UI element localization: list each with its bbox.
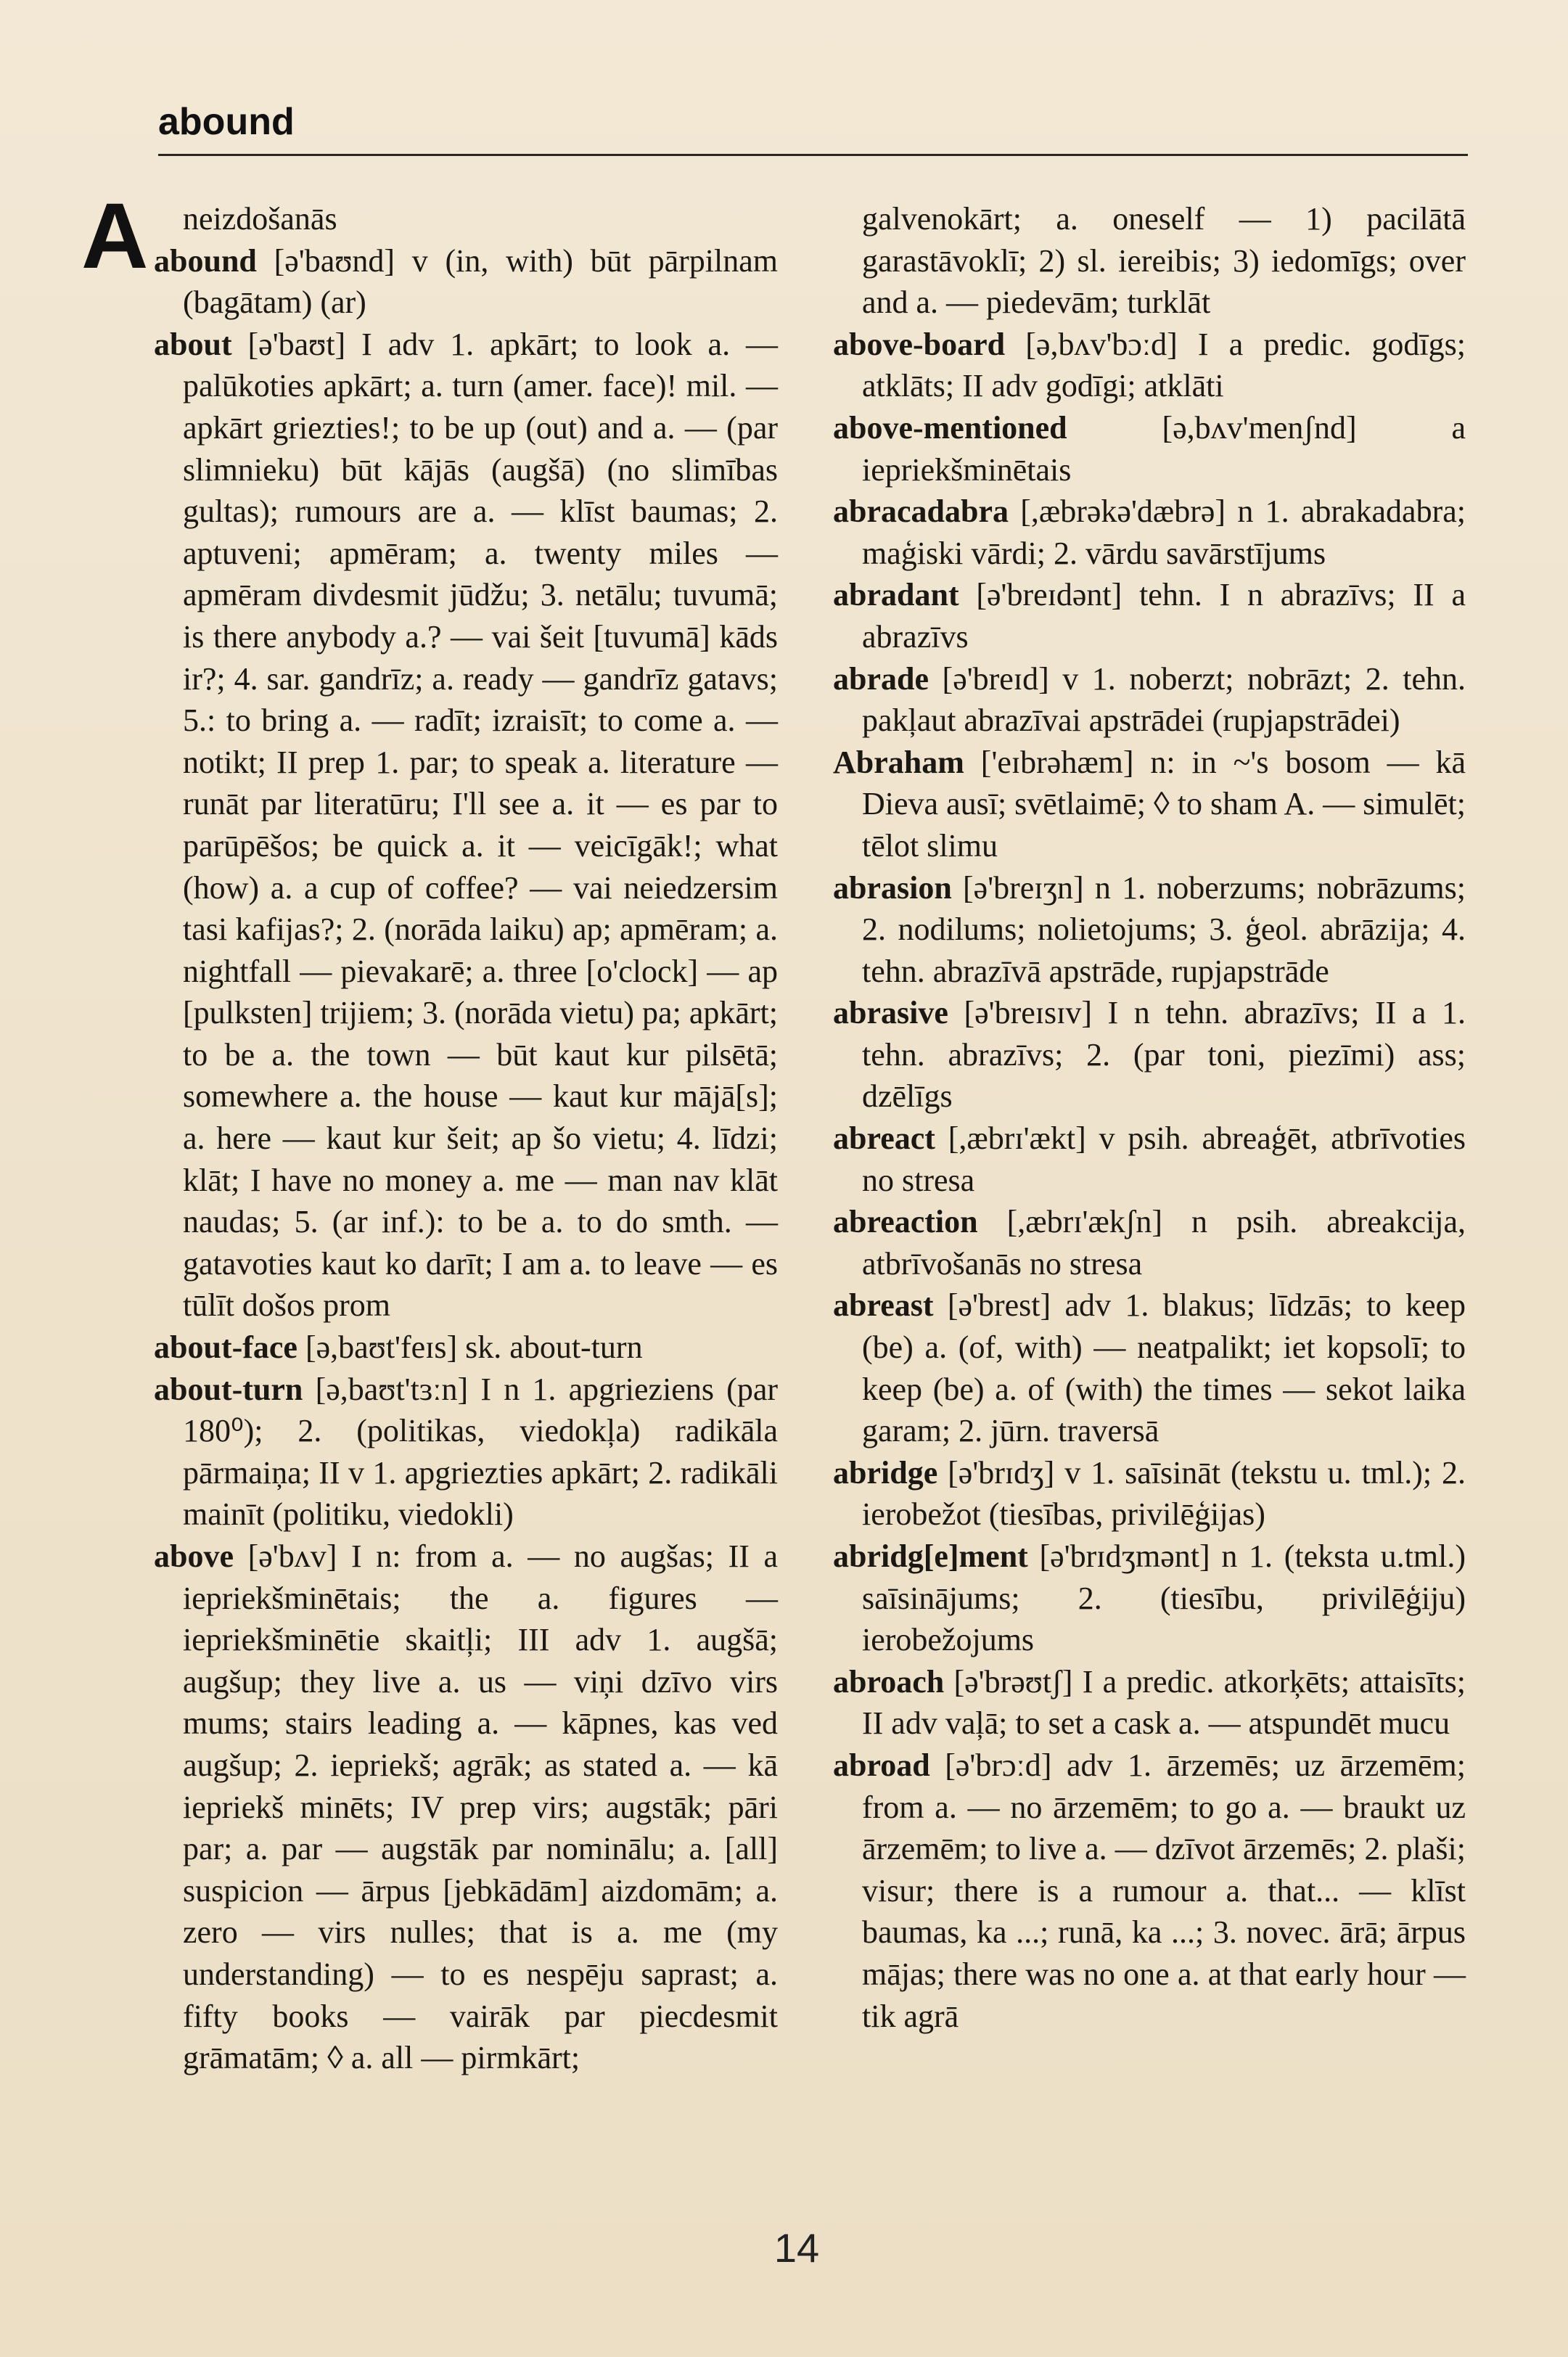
entry-body: [ə'brɔːd] adv 1. ārzemēs; uz ārzemēm; from a. — no ārzemēm; to go a. — braukt uz ārzemēm; to live a. — dzīvot ārzemēs; 2. plaši; visur; there is a rumour a. that... — klīst baumas, ka ...; runā, ka ...; 3. novec. ārā; ārpus mājas; there was no one a. at that early hour — tik agrā [862,1747,1466,2034]
section-letter: A [81,184,149,288]
entry-body: neizdošanās [183,201,337,237]
dictionary-entry [833,1118,1466,1201]
entry-body: [ə'brəʊtʃ] I a predic. atkorķēts; attaisīts; II adv vaļā; to set a cask a. — atspundēt mucu [862,1663,1466,1742]
entry-headword: about [154,326,232,362]
entry-body: [ə'brɪdʒmənt] n 1. (teksta u.tml.) saīsinājums; 2. (tiesību, privilēģiju) ierobežojums [862,1538,1466,1658]
dictionary-entry [833,867,1466,993]
entry-headword: abracadabra [833,493,1009,530]
entry-headword: Abraham [833,744,964,780]
entry-headword: abreaction [833,1204,978,1240]
left-column [154,198,778,2079]
entry-body: [ə'breɪsɪv] I n tehn. abrazīvs; II a 1. tehn. abrazīvs; 2. (par toni, piezīmi) ass; dzēlīgs [862,995,1466,1115]
dictionary-entry [833,407,1466,491]
dictionary-entry [833,574,1466,657]
entry-body: [ə,baʊt'tɜːn] I n 1. apgrieziens (par 180⁰); 2. (politikas, viedokļa) radikāla pārmaiņa; II v 1. apgriezties apkārt; 2. radikāli mainīt (politiku, viedokli) [183,1371,778,1533]
entry-headword: abridg[e]ment [833,1538,1028,1574]
entry-body: galvenokārt; a. oneself — 1) pacilātā garastāvoklī; 2) sl. iereibis; 3) iedomīgs; over and a. — piedevām; turklāt [862,201,1466,321]
entry-body: [,æbrəkə'dæbrə] n 1. abrakadabra; maģiski vārdi; 2. vārdu savārstījums [862,493,1466,571]
dictionary-entry [154,324,778,1327]
dictionary-entry [154,198,778,240]
dictionary-entry [833,1661,1466,1745]
dictionary-entry [833,1452,1466,1536]
entry-headword: above-board [833,326,1006,362]
entry-headword: above [154,1538,234,1574]
dictionary-entry [154,1369,778,1536]
entry-body: [ə'breɪʒn] n 1. noberzums; nobrāzums; 2. nodilums; nolietojums; 3. ģeol. abrāzija; 4. tehn. abrazīvā apstrāde, rupjapstrāde [862,869,1466,989]
entry-headword: abroach [833,1663,945,1700]
dictionary-entry [154,1536,778,2079]
entry-body: [ə,baʊt'feɪs] sk. about-turn [305,1329,643,1366]
header-rule [158,154,1468,156]
dictionary-entry [833,1536,1466,1661]
dictionary-entry [833,658,1466,742]
entry-body: [ə'breɪd] v 1. noberzt; nobrāzt; 2. tehn. pakļaut abrazīvai apstrādei (rupjapstrādei) [862,660,1466,739]
entry-headword: abreact [833,1120,935,1157]
entry-headword: above-mentioned [833,409,1067,446]
entry-body: [ə'bʌv] I n: from a. — no augšas; II a iepriekšminētais; the a. figures — iepriekšminētie skaitļi; III adv 1. augšā; augšup; they live a. us — viņi dzīvo virs mums; stairs leading a. — kāpnes, kas ved augšup; 2. iepriekš; agrāk; as stated a. — kā iepriekš minēts; IV prep virs; augstāk; pāri par; a. par — augstāk par nominālu; a. [all] suspicion — ārpus [jebkādām] aizdomām; a. zero — virs nulles; that is a. me (my understanding) — to es nespēju saprast; a. fifty books — vairāk par piecdesmit grāmatām; ◊ a. all — pirmkārt; [183,1538,778,2076]
dictionary-entry [154,1327,778,1369]
entry-headword: abound [154,242,257,279]
dictionary-entry [833,742,1466,867]
entry-headword: abrasive [833,995,948,1031]
entry-body: [ə,bʌv'bɔːd] I a predic. godīgs; atklāts; II adv godīgi; atklāti [862,326,1466,404]
dictionary-entry [833,1284,1466,1451]
entry-body: [ə'brest] adv 1. blakus; līdzās; to keep (be) a. (of, with) — neatpalikt; iet kopsolī; to keep (be) a. of (with) the times — sekot laika garam; 2. jūrn. traversā [862,1287,1466,1449]
entry-body: [ə,bʌv'menʃnd] a iepriekšminētais [862,409,1466,488]
guide-word: abound [158,101,295,143]
dictionary-entry [154,240,778,324]
entry-headword: abradant [833,577,959,613]
entry-headword: abrade [833,660,929,697]
entry-headword: abroad [833,1747,930,1783]
entry-headword: abridge [833,1454,938,1491]
entry-body: [,æbrɪ'ækt] v psih. abreaģēt, atbrīvoties no stresa [862,1120,1466,1198]
dictionary-entry [833,992,1466,1118]
entry-body: [ə'breɪdənt] tehn. I n abrazīvs; II a abrazīvs [862,577,1466,655]
dictionary-entry [833,491,1466,574]
entry-body: [ə'baʊnd] v (in, with) būt pārpilnam (bagātam) (ar) [183,242,778,321]
dictionary-entry [833,1201,1466,1284]
dictionary-entry [833,324,1466,407]
dictionary-entry [833,1745,1466,2037]
entry-body: [ə'baʊt] I adv 1. apkārt; to look a. — palūkoties apkārt; a. turn (amer. face)! mil. — apkārt griezties!; to be up (out) and a. — (par slimnieku) būt kājās (augšā) (no slimības gultas); rumours are a. — klīst baumas; 2. aptuveni; apmēram; a. twenty miles — apmēram divdesmit jūdžu; 3. netālu; tuvumā; is there anybody a.? — vai šeit [tuvumā] kāds ir?; 4. sar. gandrīz; a. ready — gandrīz gatavs; 5.: to bring a. — radīt; izraisīt; to come a. — notikt; II prep 1. par; to speak a. literature — runāt par literatūru; I'll see a. it — es par to parūpēšos; be quick a. it — veicīgāk!; what (how) a. a cup of coffee? — vai neiedzersim tasi kafijas?; 2. (norāda laiku) ap; apmēram; a. nightfall — pievakarē; a. three [o'clock] — ap [pulksten] trijiem; 3. (norāda vietu) pa; apkārt; to be a. the town — būt kaut kur pilsētā; somewhere a. the house — kaut kur mājā[s]; a. here — kaut kur šeit; ap šo vietu; 4. līdzi; klāt; I have no money a. me — man nav klāt naudas; 5. (ar inf.): to be a. to do smth. — gatavoties kaut ko darīt; I am a. to leave — es tūlīt došos prom [183,326,779,1324]
entry-headword: about-face [154,1329,297,1366]
entry-headword: abrasion [833,869,952,906]
entry-body: [,æbrɪ'ækʃn] n psih. abreakcija, atbrīvošanās no stresa [862,1204,1466,1282]
entry-body: ['eɪbrəhæm] n: in ~'s bosom — kā Dieva ausī; svētlaimē; ◊ to sham A. — simulēt; tēlot slimu [862,744,1466,864]
right-column [833,198,1466,2037]
page-number: 14 [773,2225,820,2271]
entry-headword: about-turn [154,1371,303,1407]
entry-headword: abreast [833,1287,934,1324]
dictionary-entry [833,198,1466,324]
entry-body: [ə'brɪdʒ] v 1. saīsināt (tekstu u. tml.); 2. ierobežot (tiesības, privilēģijas) [862,1454,1466,1533]
